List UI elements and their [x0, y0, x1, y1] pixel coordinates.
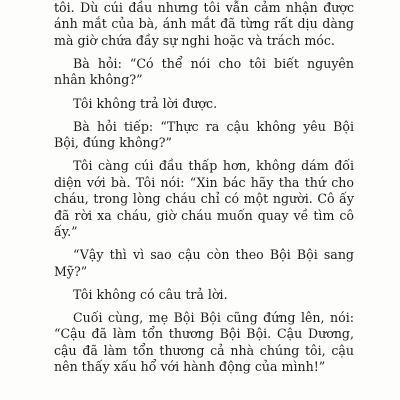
paragraph-no-answer: Tôi không trả lời được. — [73, 95, 218, 111]
paragraph-continuation: tôi. Dù cúi đầu nhưng tôi vẫn cảm nhận được ánh mắt của bà, ánh mắt đã từng rất dịu dàng mà giờ chứa đầy sự nghi hoặc và trách móc. — [54, 0, 354, 48]
paragraph-apology: Tôi càng cúi đầu thấp hơn, không dám đối diện với bà. Tôi nói: “Xin bác hãy tha thứ cho cháu, trong lòng cháu chỉ có một người. Cô ấy đã rời xa cháu, giờ cháu muốn quay về tìm cô ấy.” — [54, 158, 354, 240]
paragraph-question-reason: Bà hỏi: “Có thể nói cho tôi biết nguyên nhân không?” — [54, 56, 354, 88]
paragraph-question-america: “Vậy thì vì sao cậu còn theo Bội Bội sang Mỹ?” — [54, 247, 354, 279]
paragraph-no-reply: Tôi không có câu trả lời. — [73, 286, 228, 302]
paragraph-question-love: Bà hỏi tiếp: “Thực ra cậu không yêu Bội Bội, đúng không?” — [54, 118, 354, 151]
page-text — [54, 0, 354, 383]
paragraph-mother-speaks: Cuối cùng, mẹ Bội Bội cũng đứng lên, nói: “Cậu đã làm tổn thương Bội Bội. Cậu Dương, cậu đã làm tổn thương cả nhà chúng tôi, cậu nên thấy xấu hổ với hành động của mình!” — [54, 310, 354, 375]
